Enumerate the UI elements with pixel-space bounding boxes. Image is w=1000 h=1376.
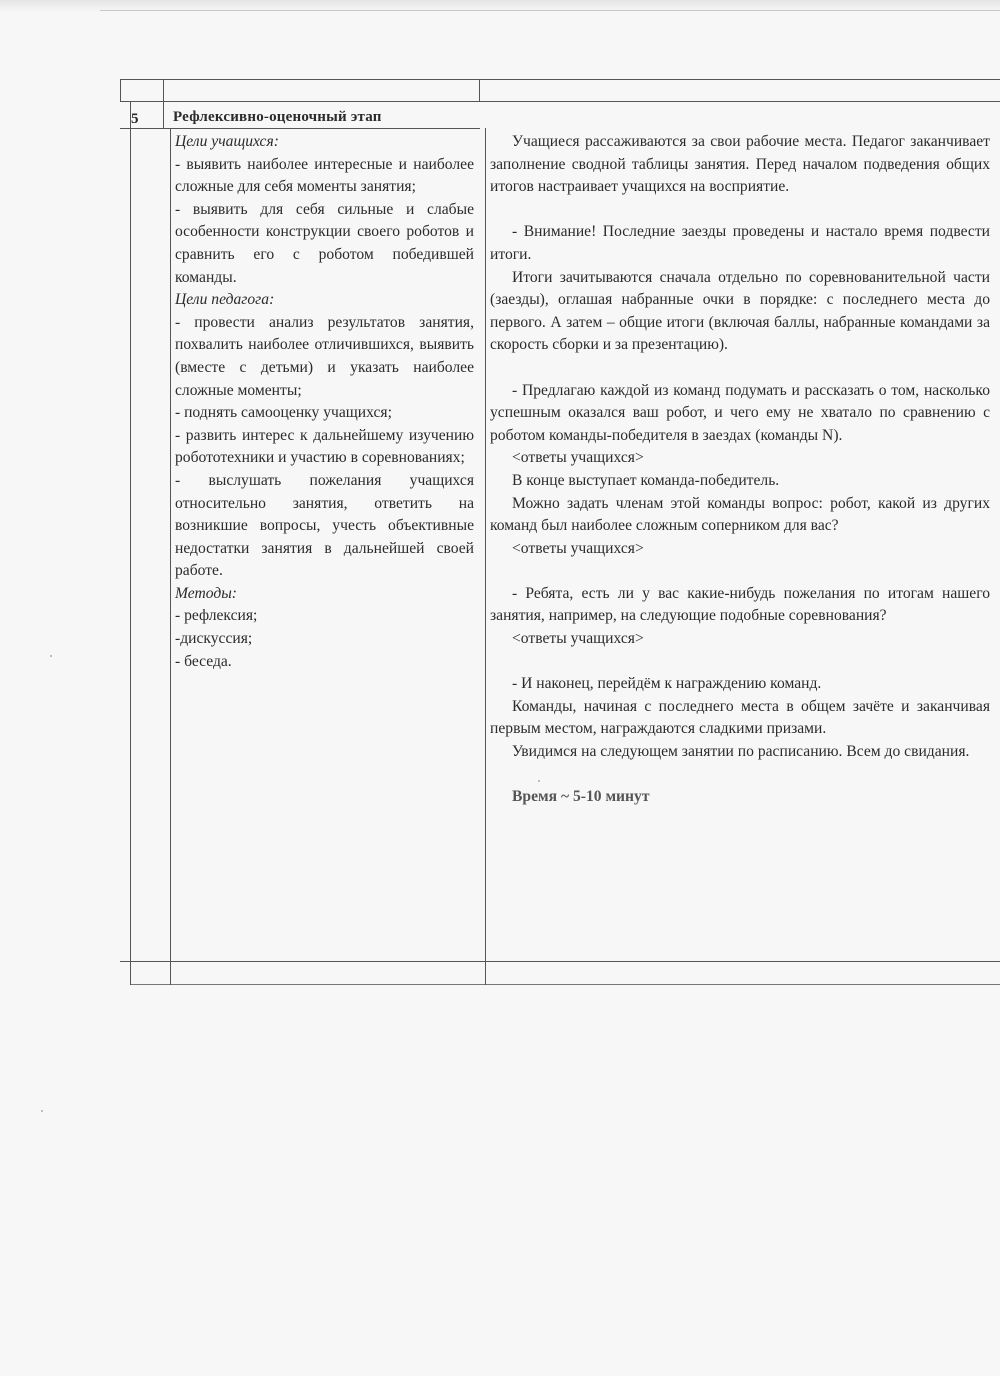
scan-speck <box>538 780 540 782</box>
table-top-border <box>120 79 1000 80</box>
method-item: - беседа. <box>175 652 232 670</box>
methods-heading: Методы: <box>175 584 237 602</box>
goal-teacher-item: - поднять самооценку учащихся; <box>175 404 392 422</box>
stage-title: Рефлексивно-оценочный этап <box>173 109 382 125</box>
goals-students-heading: Цели учащихся: <box>175 133 279 150</box>
table-left-border-top <box>120 79 121 102</box>
teacher-speech: - И наконец, перейдём к награждению команд. <box>512 675 822 693</box>
row-number: 5 <box>131 111 139 127</box>
teacher-speech: - Предлагаю каждой из команд подумать и рассказать о том, насколько успешным оказался ваш робот, и чего ему не хватало по сравнению с роботом команды-победителя в заездах (команды N). <box>490 381 990 444</box>
number-col-border-top <box>163 79 164 129</box>
scan-speck <box>50 655 52 657</box>
goals-teacher-heading: Цели педагога: <box>175 291 275 309</box>
goal-teacher-item: - развить интерес к дальнейшему изучению робототехники и участию в соревнованиях; <box>175 426 474 467</box>
paragraph: В конце выступает команда-победитель. <box>512 471 780 489</box>
paragraph: Учащиеся рассаживаются за свои рабочие места. Педагог заканчивает заполнение сводной таблицы занятия. Перед началом подведения общих итогов настраивает учащихся на восприятие. <box>490 133 990 196</box>
row-divider <box>120 101 1000 102</box>
teacher-speech: - Внимание! Последние заезды проведены и настало время подвести итоги. <box>490 223 990 263</box>
scan-speck <box>41 1110 43 1112</box>
activity-description-cell <box>490 131 990 809</box>
students-answers: <ответы учащихся> <box>512 539 644 557</box>
goal-teacher-item: - провести анализ результатов занятия, похвалить наиболее отличившихся, выявить (вместе с детьми) и указать наиболее сложные моменты; <box>175 313 474 399</box>
number-col-border <box>170 128 171 985</box>
students-answers: <ответы учащихся> <box>512 630 644 648</box>
method-item: - рефлексия; <box>175 607 258 625</box>
students-answers: <ответы учащихся> <box>512 449 644 467</box>
goal-teacher-item: - выслушать пожелания учащихся относительно занятия, ответить на возникшие вопросы, учесть объективные недостатки занятия в дальнейшей своей работе. <box>175 471 474 580</box>
table-left-border <box>130 101 131 985</box>
paragraph: Итоги зачитываются сначала отдельно по соревнованительной части (заезды), оглашая набранные очки в порядке: с последнего места до первого. А затем – общие итоги (включая баллы, набранные командами за скорость сборки и за презентацию). <box>490 268 990 354</box>
paragraph: Команды, начиная с последнего места в общем зачёте и заканчивая первым местом, награждаются сладкими призами. <box>490 697 990 738</box>
middle-col-border <box>485 128 486 985</box>
goals-methods-cell <box>175 131 474 673</box>
middle-col-border-top <box>479 79 480 102</box>
row-divider-bottom <box>120 961 1000 962</box>
page-edge-line <box>100 10 1000 11</box>
goal-student-item: - выявить наиболее интересные и наиболее сложные для себя моменты занятия; <box>175 155 474 196</box>
teacher-speech: - Ребята, есть ли у вас какие-нибудь пожелания по итогам нашего занятия, например, на следующие подобные соревнования? <box>490 584 990 625</box>
time-estimate: Время ~ 5-10 минут <box>512 788 650 806</box>
method-item: -дискуссия; <box>175 630 253 648</box>
paragraph: Увидимся на следующем занятии по расписанию. Всем до свидания. <box>512 743 970 761</box>
table-bottom-border <box>130 984 1000 985</box>
paragraph: Можно задать членам этой команды вопрос: робот, какой из других команд был наиболее сложным соперником для вас? <box>490 494 990 535</box>
goal-student-item: - выявить для себя сильные и слабые особенности конструкции своего роботов и сравнить его с роботом победившей команды. <box>175 200 474 286</box>
